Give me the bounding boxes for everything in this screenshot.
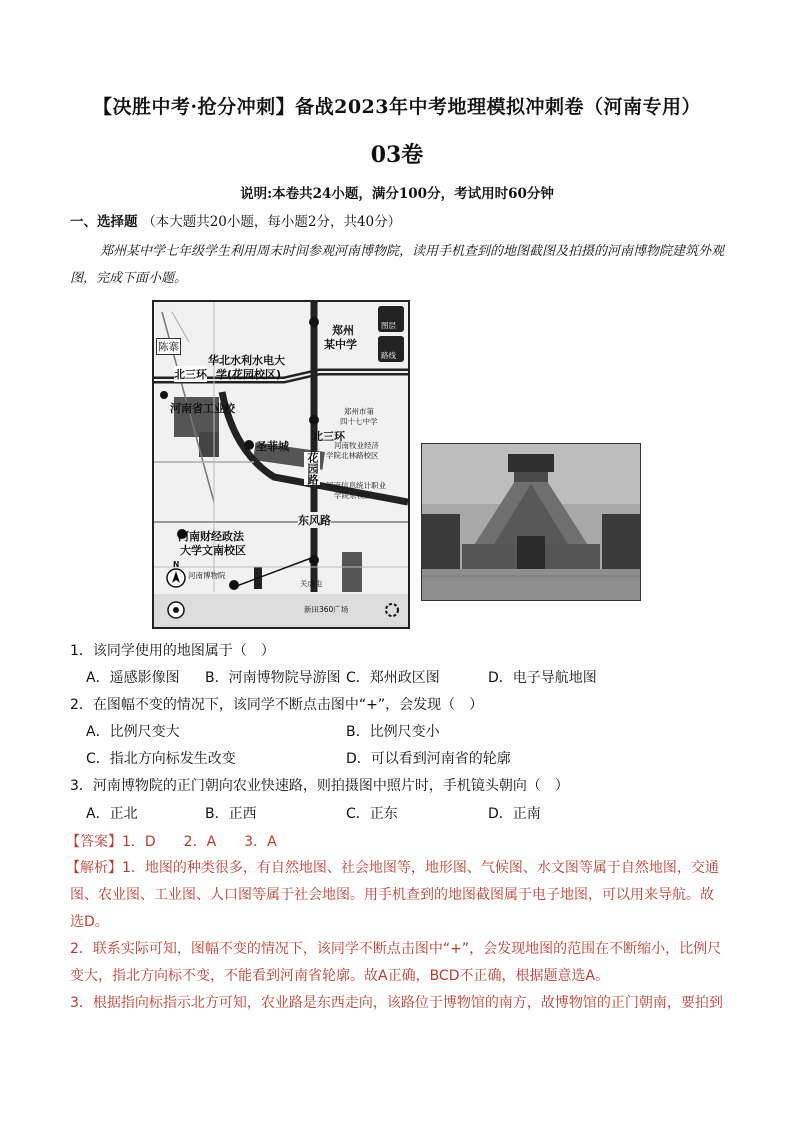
q1-option-b[interactable]: B．河南博物院导游图 [205,670,341,686]
q1-option-a[interactable]: A．遥感影像图 [86,670,180,686]
q2-option-a[interactable]: A．比例尺变大 [86,724,180,740]
poi-marker [309,415,319,425]
question-2-stem: 2．在图幅不变的情况下，该同学不断点击图中“+”，会发现（ ） [70,697,484,713]
map-label-caijing2: 大学文南校区 [180,544,246,557]
map-label-beisanhuan-left: 北三环 [174,368,207,381]
map-label-muye: 河南牧业经济 [334,441,379,450]
question-intro: 郑州某中学七年级学生利用周末时间参观河南博物院，读用手机查到的地图截图及拍摄的河南博物院建筑外观图，完成下面小题。 [70,244,725,286]
map-label-muye2: 学院北林路校区 [326,451,379,460]
map-label-huabei: 华北水利水电大 [208,354,285,367]
map-label-huayuan: 花园路 [306,452,319,485]
analysis-label: 【解析】 [66,860,122,876]
route-button[interactable] [378,336,404,362]
map-label-xinxi: 河南信息统计职业 [326,481,386,490]
section-title: 一、选择题 [70,214,138,230]
map-label-huabei2: 学(花园校区) [216,368,282,381]
analysis-text-3: 3．根据指向标指示北方可知，农业路是东西走向，该路位于博物馆的南方，故博物馆的正门朝南，要拍到 [70,995,723,1011]
section-heading [70,210,401,230]
answer-label: 【答案】 [66,834,122,850]
map-label-caijing: 河南财经政法 [178,530,244,543]
map-label-xintian: 新田360广场 [304,605,349,614]
question-3-stem: 3．河南博物院的正门朝向农业快速路，则拍摄图中照片时，手机镜头朝向（ ） [70,778,569,794]
paper-subtitle: 03卷 [370,142,424,168]
layer-button[interactable] [378,306,404,332]
q3-option-b[interactable]: B．正西 [205,806,257,822]
analysis-p1 [66,855,725,936]
map-screenshot [152,300,410,629]
route-label: 路线 [381,351,396,360]
map-label-chenzhai: 陈寨 [156,338,181,355]
poi-marker [309,555,319,565]
map-block [199,432,219,457]
map-label-no47b: 四十七中学 [340,417,378,426]
q3-option-d[interactable]: D．正南 [488,806,541,822]
map-label-gongye: 河南省工业 [170,402,225,415]
analysis-text-2: 2．联系实际可知，图幅不变的情况下，该同学不断点击图中“+”，会发现地图的范围在不断缩小，比例尺变大，指北方向标不变，不能看到河南省轮廓。故A正确，BCD不正确，根据题意选A。 [70,941,722,984]
map-label-shengfeicheng: 圣菲城 [256,440,289,453]
analysis-block [66,855,725,1017]
map-label-school: 某中学 [324,338,357,351]
museum-photo [421,443,641,601]
q3-option-c[interactable]: C．正东 [346,806,398,822]
q2-option-d[interactable]: D．可以看到河南省的轮廓 [346,751,511,767]
section-detail: （本大题共20小题，每小题2分，共40分） [142,214,402,230]
map-label-museum: 河南博物院 [188,571,226,580]
poi-marker [309,317,319,327]
question-1-stem: 1．该同学使用的地图属于（ ） [70,643,275,659]
map-label-zhengzhou: 郑州 [332,324,354,337]
map-block [342,552,362,592]
q1-option-d[interactable]: D．电子导航地图 [488,670,597,686]
analysis-text-1: 1．地图的种类很多，有自然地图、社会地图等，地形图、气候图、水文图等属于自然地图，交通图、农业图、工业图、人口图等属于社会地图。用手机查到的地图截图属于电子地图，可以用来导航。故选D。 [70,860,719,930]
q2-option-c[interactable]: C．指北方向标发生改变 [86,751,236,767]
map-label-dongfeng: 东风路 [298,514,331,527]
map-label-gongye2: 校 [224,402,235,415]
poi-marker [229,580,239,590]
poi-marker [160,391,168,399]
museum-illustration [422,444,640,600]
poi-marker [244,440,254,450]
q3-option-a[interactable]: A．正北 [86,806,138,822]
q2-option-b[interactable]: B．比例尺变小 [346,724,440,740]
map-label-xinxi2: 学院东校区 [334,491,372,500]
answer-text: 1．D 2．A 3．A [122,834,277,850]
map-label-guanhu: 关虎屯 [300,579,323,588]
paper-title: 【决胜中考·抢分冲刺】备战2023年中考地理模拟冲刺卷（河南专用） [93,96,701,118]
layer-label: 图层 [381,321,396,330]
map-label-north: N [173,560,180,569]
map-label-no47: 郑州市第 [344,407,374,416]
answer-block [66,831,277,851]
map-label-beisanhuan-right: 北三环 [312,430,345,443]
exam-note: 说明:本卷共24小题，满分100分，考试用时60分钟 [240,186,554,202]
map-bottom-bar [154,594,408,627]
q1-option-c[interactable]: C．郑州政区图 [346,670,440,686]
